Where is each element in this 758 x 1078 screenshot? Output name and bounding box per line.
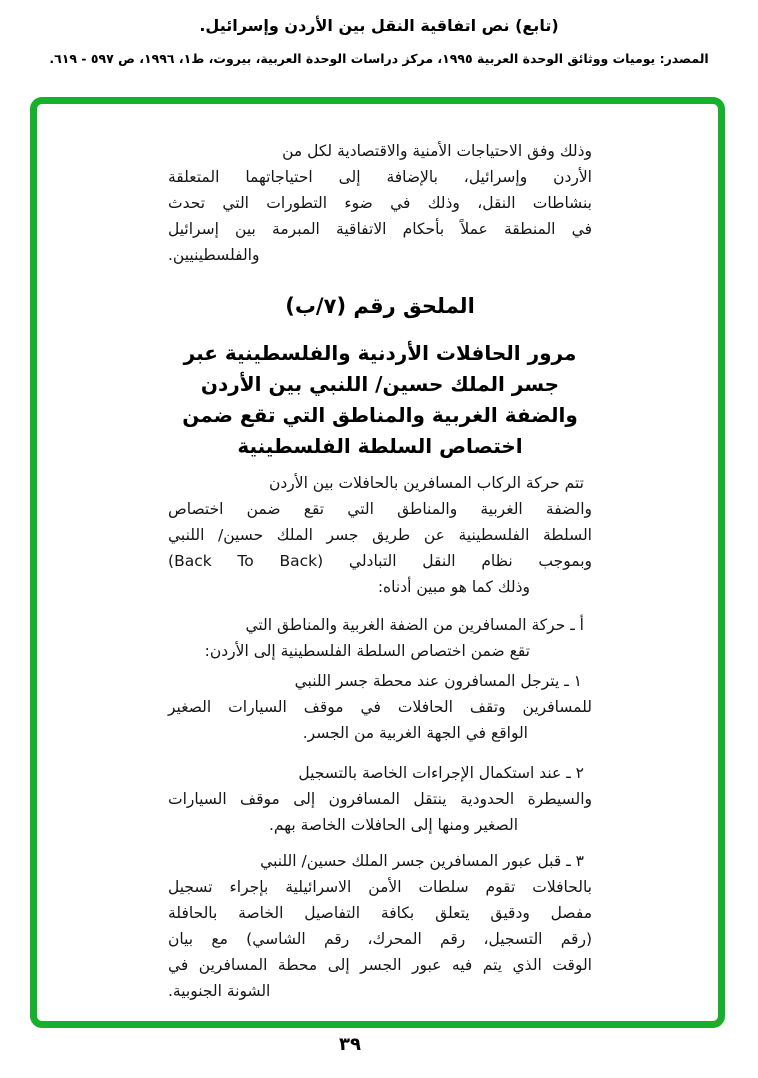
text-line: أ ـ حركة المسافرين من الضفة الغربية والمناطق التي — [245, 616, 584, 634]
list-item-a — [168, 612, 592, 664]
text-line: الأردن وإسرائيل، بالإضافة إلى احتياجاتهما المتعلقة — [168, 168, 592, 186]
annex-title-line: اختصاص السلطة الفلسطينية — [237, 434, 523, 458]
annex-title-line: جسر الملك حسين/ اللنبي بين الأردن — [200, 372, 560, 396]
text-line: الواقع في الجهة الغربية من الجسر. — [302, 724, 528, 742]
text-line: والفلسطينيين. — [168, 246, 260, 264]
text-line: وذلك وفق الاحتياجات الأمنية والاقتصادية لكل من — [282, 142, 592, 160]
text-line: للمسافرين وتقف الحافلات في موقف السيارات الصغير — [168, 698, 592, 716]
paragraph-continuation — [168, 138, 592, 268]
text-line: والضفة الغربية والمناطق التي تقع ضمن اختصاص — [168, 500, 592, 518]
list-item-2 — [168, 760, 592, 838]
text-line: والسيطرة الحدودية ينتقل المسافرون إلى موقف السيارات — [168, 790, 592, 808]
text-line: ٣ ـ قبل عبور المسافرين جسر الملك حسين/ اللنبي — [260, 852, 584, 870]
text-line: الوقت الذي يتم فيه عبور الجسر إلى محطة المسافرين في — [168, 956, 592, 974]
text-line: ١ ـ يترجل المسافرون عند محطة جسر اللنبي — [294, 672, 582, 690]
text-line: الصغير ومنها إلى الحافلات الخاصة بهم. — [268, 816, 518, 834]
page-number: ٣٩ — [339, 1034, 361, 1055]
annex-title-line: مرور الحافلات الأردنية والفلسطينية عبر — [183, 341, 577, 365]
annex-title-line: والضفة الغربية والمناطق التي تقع ضمن — [182, 403, 578, 427]
text-line: ٢ ـ عند استكمال الإجراءات الخاصة بالتسجيل — [298, 764, 584, 782]
text-line: بنشاطات النقل، وذلك في ضوء التطورات التي تحدث — [168, 194, 592, 212]
paragraph-intro — [168, 470, 592, 600]
text-line: بالحافلات تقوم سلطات الأمن الاسرائيلية بإجراء تسجيل — [168, 878, 592, 896]
text-line: (رقم التسجيل، رقم المحرك، رقم الشاسي) مع بيان — [168, 930, 592, 948]
text-line: الشونة الجنوبية. — [168, 982, 271, 1000]
list-item-1 — [168, 668, 592, 746]
source-citation: المصدر: يوميات ووثائق الوحدة العربية ١٩٩٥، مركز دراسات الوحدة العربية، بيروت، ط١، ١٩٩٦، ص ٥٩٧ - ٦١٩. — [49, 51, 709, 66]
text-line: وبموجب نظام النقل التبادلي (Back To Back) — [168, 552, 592, 570]
text-column — [168, 104, 592, 1004]
annex-number-heading: الملحق رقم (٧/ب) — [285, 294, 475, 318]
text-line: مفصل ودقيق يتعلق بكافة التفاصيل الخاصة بالحافلة — [168, 904, 592, 922]
text-line: تقع ضمن اختصاص السلطة الفلسطينية إلى الأردن: — [204, 642, 530, 660]
document-title: (تابع) نص اتفاقية النقل بين الأردن وإسرائيل. — [199, 16, 559, 35]
text-line: السلطة الفلسطينية عن طريق جسر الملك حسين/ اللنبي — [168, 526, 592, 544]
text-line: تتم حركة الركاب المسافرين بالحافلات بين الأردن — [268, 474, 584, 492]
text-line: في المنطقة عملاً بأحكام الاتفاقية المبرمة بين إسرائيل — [168, 220, 592, 238]
list-item-3 — [168, 848, 592, 1004]
annex-title — [168, 338, 592, 462]
text-line: وذلك كما هو مبين أدناه: — [377, 578, 530, 596]
